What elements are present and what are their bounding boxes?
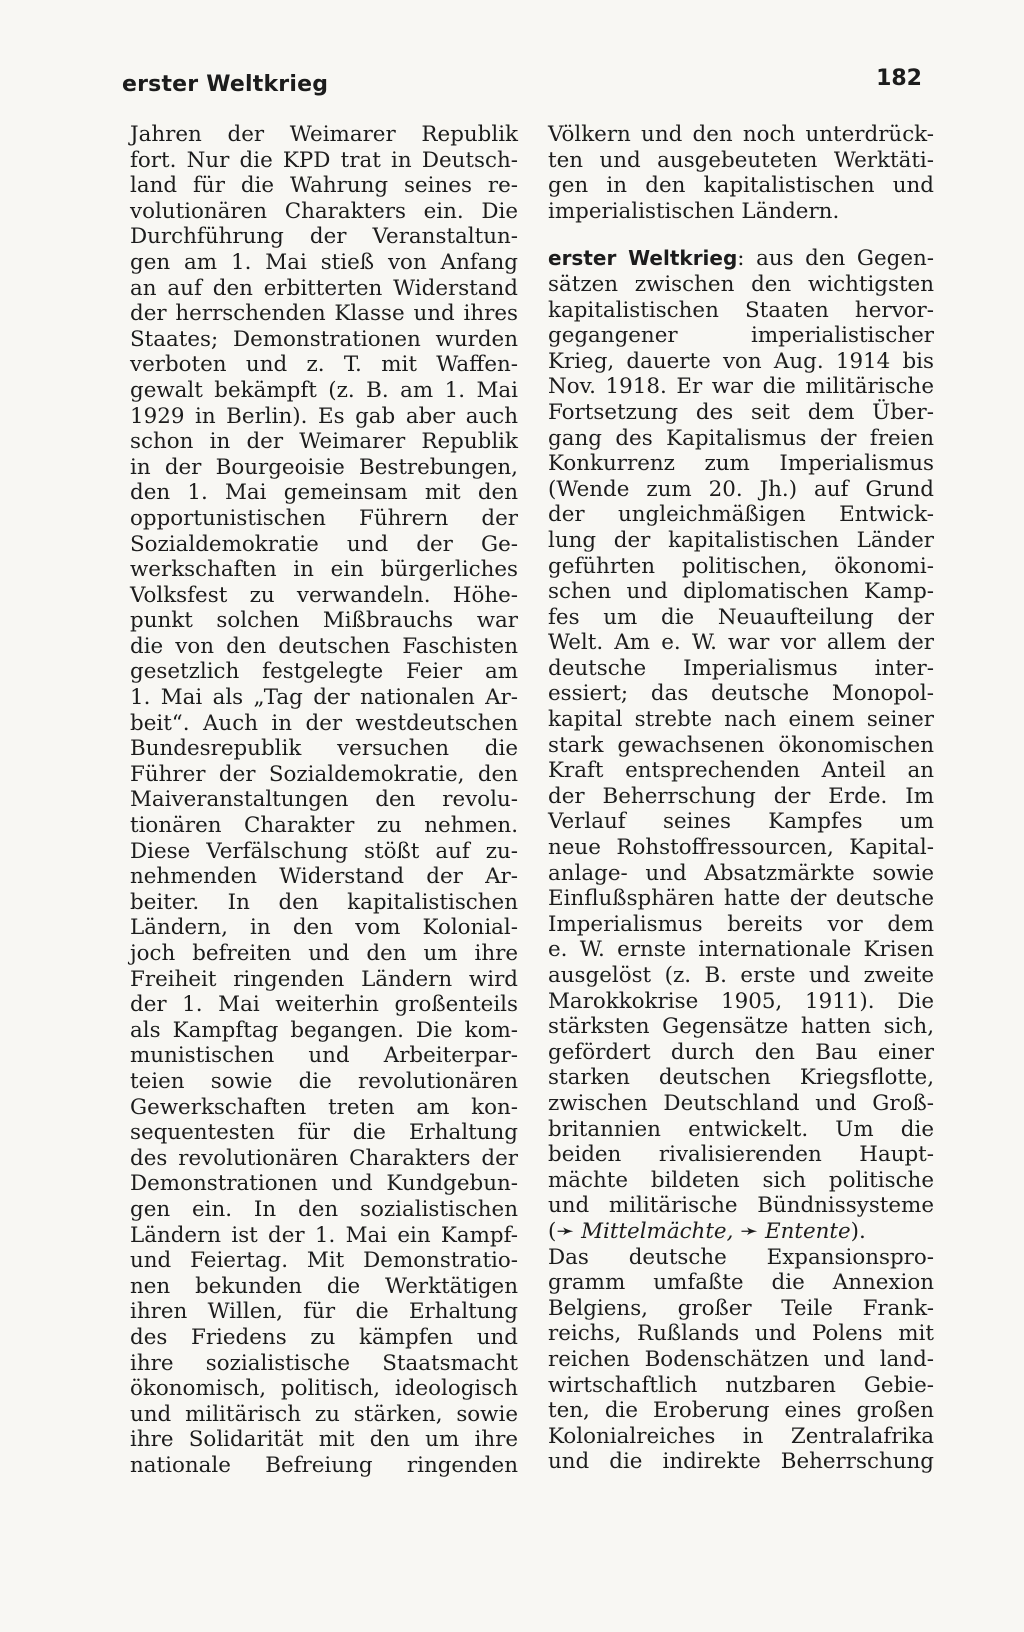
text-line: 1929 in Berlin). Es gab aber auch <box>130 403 518 429</box>
paragraph-gap <box>548 224 934 246</box>
text-line: gen ein. In den sozialistischen <box>130 1196 518 1222</box>
text-line: nen bekunden die Werktätigen <box>130 1273 518 1299</box>
xref-mittelmaechte[interactable]: Mittelmächte, <box>581 1218 734 1244</box>
text-line: Gewerkschaften treten am kon- <box>130 1094 518 1120</box>
text-line: mächte bildeten sich politische <box>548 1167 934 1193</box>
text-line: fes um die Neuaufteilung der <box>548 604 934 630</box>
text-line: schen und diplomatischen Kamp- <box>548 579 934 605</box>
text-line: teien sowie die revolutionären <box>130 1068 518 1094</box>
text-line: munistischen und Arbeiterpar- <box>130 1043 518 1069</box>
text-line: nationale Befreiung ringenden <box>130 1452 518 1478</box>
text-line: der ungleichmäßigen Entwick- <box>548 502 934 528</box>
text-line: joch befreiten und den um ihre <box>130 941 518 966</box>
text-line: beiter. In den kapitalistischen <box>130 889 518 915</box>
xref-entente[interactable]: Entente <box>764 1218 851 1244</box>
text-line: reichen Bodenschätzen und land- <box>548 1346 934 1372</box>
text-line: ihren Willen, für die Erhaltung <box>130 1299 518 1325</box>
text-line: gen am 1. Mai stieß von Anfang <box>130 249 518 275</box>
text-line: Völkern und den noch unterdrück- <box>548 122 934 147</box>
text-line: e. W. ernste internationale Krisen <box>548 937 934 963</box>
text-line: 1. Mai als „Tag der nationalen Ar- <box>130 685 518 711</box>
page-header <box>122 66 922 106</box>
xref-close: ). <box>850 1218 866 1244</box>
text-line: der Beherrschung der Erde. Im <box>548 783 934 809</box>
text-line: essiert; das deutsche Monopol- <box>548 681 934 707</box>
text-line: neue Rohstoffressourcen, Kapital- <box>548 835 934 861</box>
text-line: Jahren der Weimarer Republik <box>130 122 518 147</box>
text-line: ten und ausgebeuteten Werktäti- <box>548 147 934 173</box>
left-column <box>130 122 518 1478</box>
text-line: anlage- und Absatzmärkte sowie <box>548 860 934 886</box>
text-line: Führer der Sozialdemokratie, den <box>130 761 518 787</box>
text-line: Kolonialreiches in Zentralafrika <box>548 1423 934 1449</box>
right-column <box>548 122 934 1475</box>
text-line: Kraft entsprechenden Anteil an <box>548 758 934 784</box>
text-line: beiden rivalisierenden Haupt- <box>548 1142 934 1168</box>
text-line: Freiheit ringenden Ländern wird <box>130 966 518 992</box>
text-line: Ländern, in den vom Kolonial- <box>130 915 518 941</box>
text-line: Welt. Am e. W. war vor allem der <box>548 630 934 656</box>
text-line: Volksfest zu verwandeln. Höhe- <box>130 582 518 608</box>
text-line: Bundesrepublik versuchen die <box>130 736 518 762</box>
text-line: deutsche Imperialismus inter- <box>548 655 934 681</box>
text-line: ten, die Eroberung eines großen <box>548 1398 934 1424</box>
arrow-right-icon: ➛ <box>556 1218 575 1244</box>
text-line: gen in den kapitalistischen und <box>548 173 934 199</box>
text-line: Einflußsphären hatte der deutsche <box>548 886 934 912</box>
entry-term: erster Weltkrieg <box>548 246 738 271</box>
text-line: Belgiens, großer Teile Frank- <box>548 1295 934 1321</box>
text-line: wirtschaftlich nutzbaren Gebie- <box>548 1372 934 1398</box>
text-line: Marokkokrise 1905, 1911). Die <box>548 988 934 1014</box>
cross-reference-line <box>548 1219 934 1245</box>
text-line: Ländern ist der 1. Mai ein Kampf- <box>130 1222 518 1248</box>
text-line: und die indirekte Beherrschung <box>548 1449 934 1475</box>
text-line: gefördert durch den Bau einer <box>548 1039 934 1065</box>
page-number: 182 <box>876 66 922 91</box>
text-line: werkschaften in ein bürgerliches <box>130 557 518 583</box>
text-line: des revolutionären Charakters der <box>130 1145 518 1171</box>
text-line: Fortsetzung des seit dem Über- <box>548 399 934 425</box>
text-line: der herrschenden Klasse und ihres <box>130 301 518 327</box>
text-line: stark gewachsenen ökonomischen <box>548 732 934 758</box>
text-line: nehmenden Widerstand der Ar- <box>130 864 518 890</box>
text-line: Das deutsche Expansionspro- <box>548 1244 934 1270</box>
entry-heading-line <box>548 246 934 272</box>
text-line: Verlauf seines Kampfes um <box>548 809 934 835</box>
text-line: des Friedens zu kämpfen und <box>130 1324 518 1350</box>
text-line: schon in der Weimarer Republik <box>130 429 518 455</box>
text-line: und Feiertag. Mit Demonstratio- <box>130 1248 518 1274</box>
right-column-top-paragraph <box>548 122 934 224</box>
text-line: Staates; Demonstrationen wurden <box>130 326 518 352</box>
text-line: beit“. Auch in der westdeutschen <box>130 710 518 736</box>
text-line: als Kampftag begangen. Die kom- <box>130 1017 518 1043</box>
text-line: imperialistischen Ländern. <box>548 198 840 224</box>
text-line: kapital strebte nach einem seiner <box>548 707 934 733</box>
text-line: und militärisch zu stärken, sowie <box>130 1401 518 1427</box>
text-line: ihre Solidarität mit den um ihre <box>130 1427 518 1453</box>
text-line: in der Bourgeoisie Bestrebungen, <box>130 454 518 480</box>
text-line: den 1. Mai gemeinsam mit den <box>130 480 518 506</box>
text-line: Diese Verfälschung stößt auf zu- <box>130 838 518 864</box>
text-line: Krieg, dauerte von Aug. 1914 bis <box>548 348 934 374</box>
text-line: (Wende zum 20. Jh.) auf Grund <box>548 476 934 502</box>
text-line: geführten politischen, ökonomi- <box>548 553 934 579</box>
arrow-right-icon: ➛ <box>740 1218 759 1244</box>
entry-first-line-rest: : aus den Gegen- <box>737 246 934 272</box>
text-line: Durchführung der Veranstaltun- <box>130 224 518 250</box>
entry-erster-weltkrieg <box>548 246 934 1475</box>
text-line: gramm umfaßte die Annexion <box>548 1270 934 1296</box>
text-line: gesetzlich festgelegte Feier am <box>130 659 518 685</box>
text-line: ihre sozialistische Staatsmacht <box>130 1350 518 1376</box>
text-line: gang des Kapitalismus der freien <box>548 425 934 451</box>
text-line: volutionären Charakters ein. Die <box>130 198 518 224</box>
text-line: der 1. Mai weiterhin großenteils <box>130 992 518 1018</box>
text-line: sequentesten für die Erhaltung <box>130 1120 518 1146</box>
text-line: britannien entwickelt. Um die <box>548 1116 934 1142</box>
text-line: fort. Nur die KPD trat in Deutsch- <box>130 147 518 173</box>
text-line: verboten und z. T. mit Waffen- <box>130 352 518 378</box>
text-line: Maiveranstaltungen den revolu- <box>130 787 518 813</box>
text-line: reichs, Rußlands und Polens mit <box>548 1321 934 1347</box>
text-line: Demonstrationen und Kundgebun- <box>130 1171 518 1197</box>
text-line: starken deutschen Kriegsflotte, <box>548 1065 934 1091</box>
text-line: sätzen zwischen den wichtigsten <box>548 271 934 297</box>
text-line: Imperialismus bereits vor dem <box>548 911 934 937</box>
text-line: an auf den erbitterten Widerstand <box>130 275 518 301</box>
text-line: ökonomisch, politisch, ideologisch <box>130 1376 518 1402</box>
text-line: zwischen Deutschland und Groß- <box>548 1090 934 1116</box>
text-line: gewalt bekämpft (z. B. am 1. Mai <box>130 377 518 403</box>
text-line: opportunistischen Führern der <box>130 505 518 531</box>
text-line: gegangener imperialistischer <box>548 323 934 349</box>
text-line: tionären Charakter zu nehmen. <box>130 813 518 839</box>
entry-body <box>548 272 934 1219</box>
text-line: und militärische Bündnissysteme <box>548 1193 934 1219</box>
entry-body-continued <box>548 1245 934 1475</box>
text-line: Nov. 1918. Er war die militärische <box>548 374 934 400</box>
text-line: Sozialdemokratie und der Ge- <box>130 531 518 557</box>
text-line: die von den deutschen Faschisten <box>130 633 518 659</box>
text-line: stärksten Gegensätze hatten sich, <box>548 1014 934 1040</box>
running-head: erster Weltkrieg <box>122 72 329 97</box>
text-line: land für die Wahrung seines re- <box>130 173 518 199</box>
text-line: punkt solchen Mißbrauchs war <box>130 608 518 634</box>
xref-open: ( <box>548 1218 557 1244</box>
text-line: lung der kapitalistischen Länder <box>548 527 934 553</box>
text-line: kapitalistischen Staaten hervor- <box>548 297 934 323</box>
text-line: ausgelöst (z. B. erste und zweite <box>548 963 934 988</box>
text-line: Konkurrenz zum Imperialismus <box>548 451 934 477</box>
